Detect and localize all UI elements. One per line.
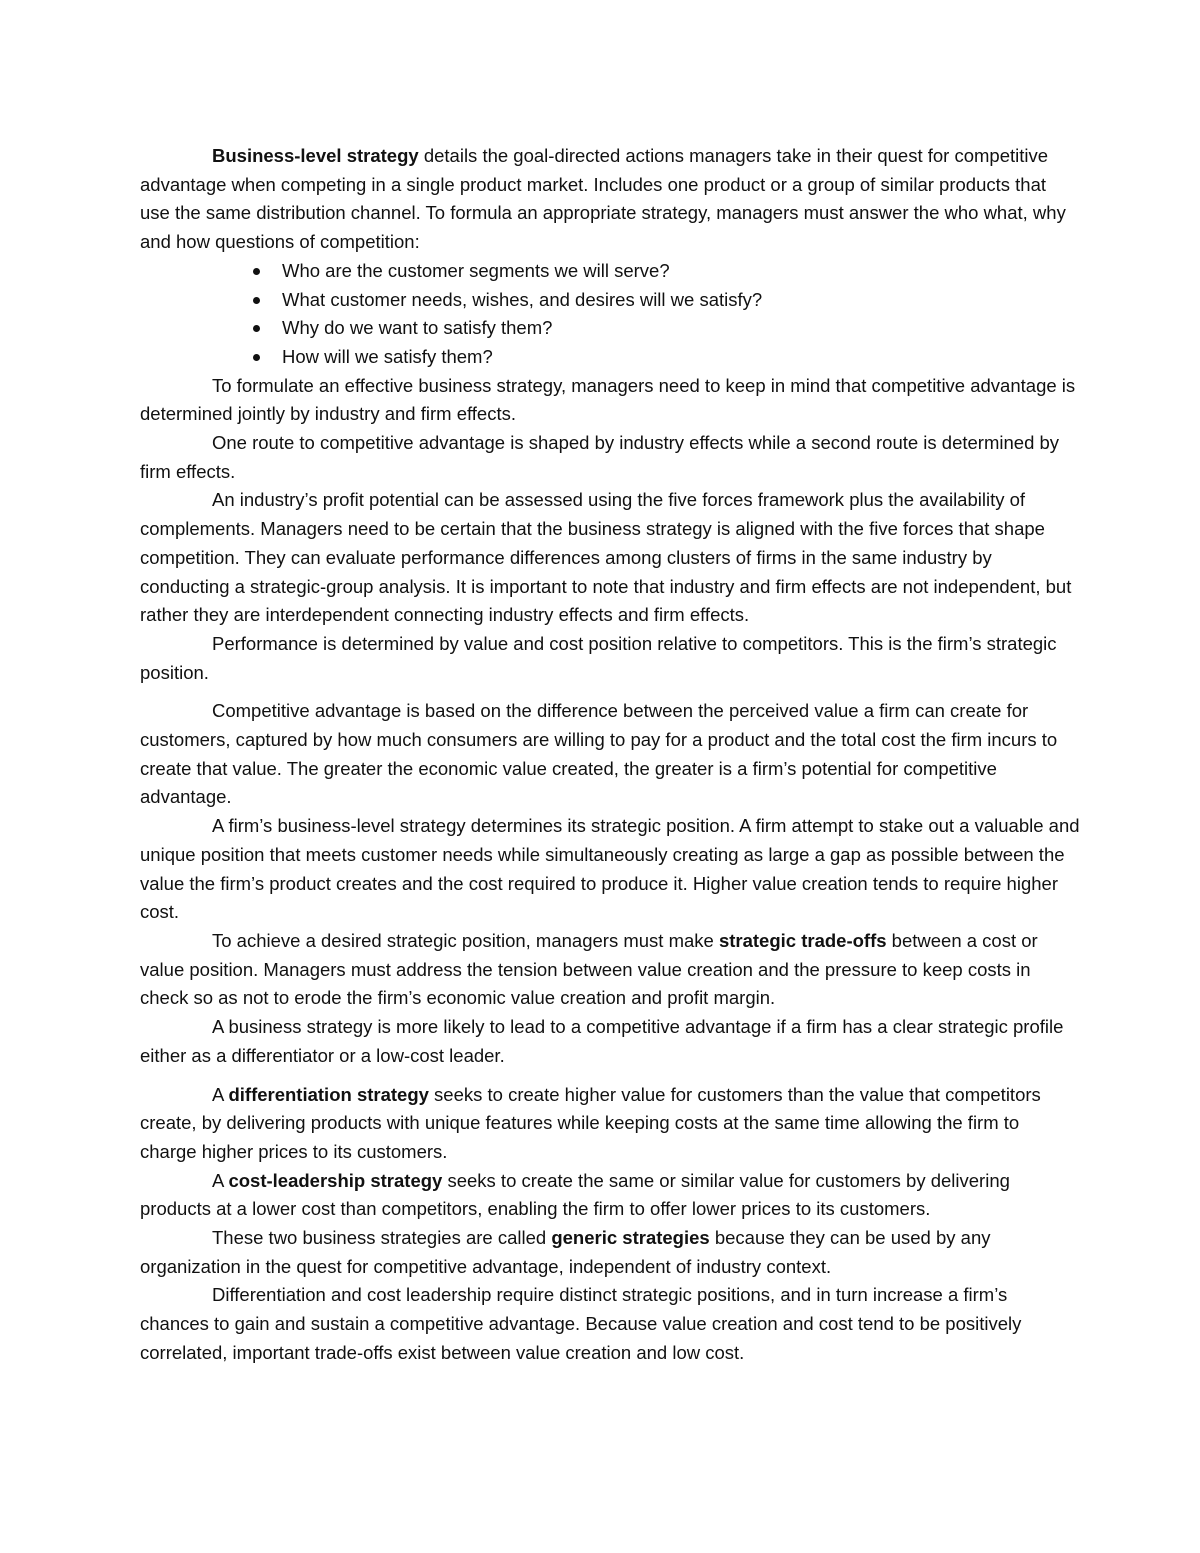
paragraph-formulate-strategy: To formulate an effective business strategy, managers need to keep in mind that competitive advantage is determined jointly by industry and firm effects. (140, 374, 1076, 425)
list-item-text: What customer needs, wishes, and desires will we satisfy? (282, 288, 763, 310)
paragraph-text: A (212, 1169, 229, 1191)
paragraph-strategic-profile: A business strategy is more likely to lead to a competitive advantage if a firm has a clear strategic profile either as a differentiator or a low-cost leader. (140, 1016, 1064, 1066)
bullet-icon (253, 268, 260, 275)
paragraph-distinct-positions: Differentiation and cost leadership require distinct strategic positions, and in turn increase a firm’s chances to gain and sustain a competitive advantage. Because value creation and cost tend to be positively correlated, important trade-offs exist between value creation and low cost. (140, 1284, 1022, 1363)
paragraph-text: These two business strategies are called (212, 1227, 552, 1249)
paragraph-performance: Performance is determined by value and cost position relative to competitors. This is the firm’s strategic position. (140, 632, 1057, 683)
term-cost-leadership-strategy: cost-leadership strategy (228, 1169, 443, 1191)
term-business-level-strategy: Business-level strategy (212, 145, 419, 166)
paragraph-text: seeks to create higher value for customers than the value that competitors create, by delivering products with unique features while keeping costs at the same time allowing the firm to charge higher prices to its customers. (140, 1083, 1041, 1162)
list-item (282, 314, 1080, 343)
paragraph-competitive-advantage: Competitive advantage is based on the difference between the perceived value a firm can create for customers, captured by how much consumers are willing to pay for a product and the total cost the firm incurs to create that value. The greater the economic value created, the greater is a firm’s potential for competitive advantage. (140, 700, 1058, 808)
paragraph-text: A (212, 1083, 229, 1105)
list-item (282, 257, 1080, 286)
document-page (140, 142, 1080, 1368)
paragraph-text: between a cost or value position. Managers must address the tension between value creation and the pressure to keep costs in check so as not to erode the firm’s economic value creation and profit margin. (140, 929, 1038, 1009)
paragraph-route-competitive-advantage: One route to competitive advantage is shaped by industry effects while a second route is determined by firm effects. (140, 432, 1060, 482)
paragraph-generic-strategies (140, 1224, 1080, 1281)
term-differentiation-strategy: differentiation strategy (228, 1083, 429, 1105)
list-item-text: Who are the customer segments we will serve? (282, 259, 670, 281)
list-item-text: Why do we want to satisfy them? (282, 317, 553, 339)
competition-questions-list (140, 257, 1080, 372)
list-item (282, 286, 1080, 315)
bullet-icon (253, 297, 260, 304)
term-generic-strategies: generic strategies (551, 1227, 710, 1249)
paragraph-text: details the goal-directed actions managers take in their quest for competitive advantage when competing in a single product market. Includes one product or a group of similar products that use the same distribution channel. To formula an appropriate strategy, managers must answer the who what, why and how questions of competition: (140, 145, 1066, 253)
paragraph-text: seeks to create the same or similar value for customers by delivering products at a lower cost than competitors, enabling the firm to offer lower prices to its customers. (140, 1169, 1010, 1220)
list-item-text: How will we satisfy them? (282, 345, 493, 367)
paragraph-text: To achieve a desired strategic position, managers must make (212, 929, 719, 951)
list-item (282, 343, 1080, 372)
paragraph-text: because they can be used by any organization in the quest for competitive advantage, independent of industry context. (140, 1227, 991, 1277)
paragraph-differentiation-strategy (140, 1081, 1080, 1167)
paragraph-strategic-trade-offs (140, 927, 1080, 1013)
paragraph-strategic-position: A firm’s business-level strategy determines its strategic position. A firm attempt to stake out a valuable and unique position that meets customer needs while simultaneously creating as large a gap as possible between the value the firm’s product creates and the cost required to produce it. Higher value creation tends to require higher cost. (140, 815, 1080, 923)
term-strategic-trade-offs: strategic trade-offs (718, 929, 887, 951)
paragraph-business-level-strategy (140, 142, 1080, 257)
bullet-icon (253, 354, 260, 361)
paragraph-industry-profit-potential: An industry’s profit potential can be assessed using the five forces framework plus the availability of complements. Managers need to be certain that the business strategy is aligned with the five forces that shape competition. They can evaluate performance differences among clusters of firms in the same industry by conducting a strategic-group analysis. It is important to note that industry and firm effects are not independent, but rather they are interdependent connecting industry effects and firm effects. (140, 489, 1072, 626)
paragraph-cost-leadership-strategy (140, 1167, 1080, 1224)
bullet-icon (253, 325, 260, 332)
